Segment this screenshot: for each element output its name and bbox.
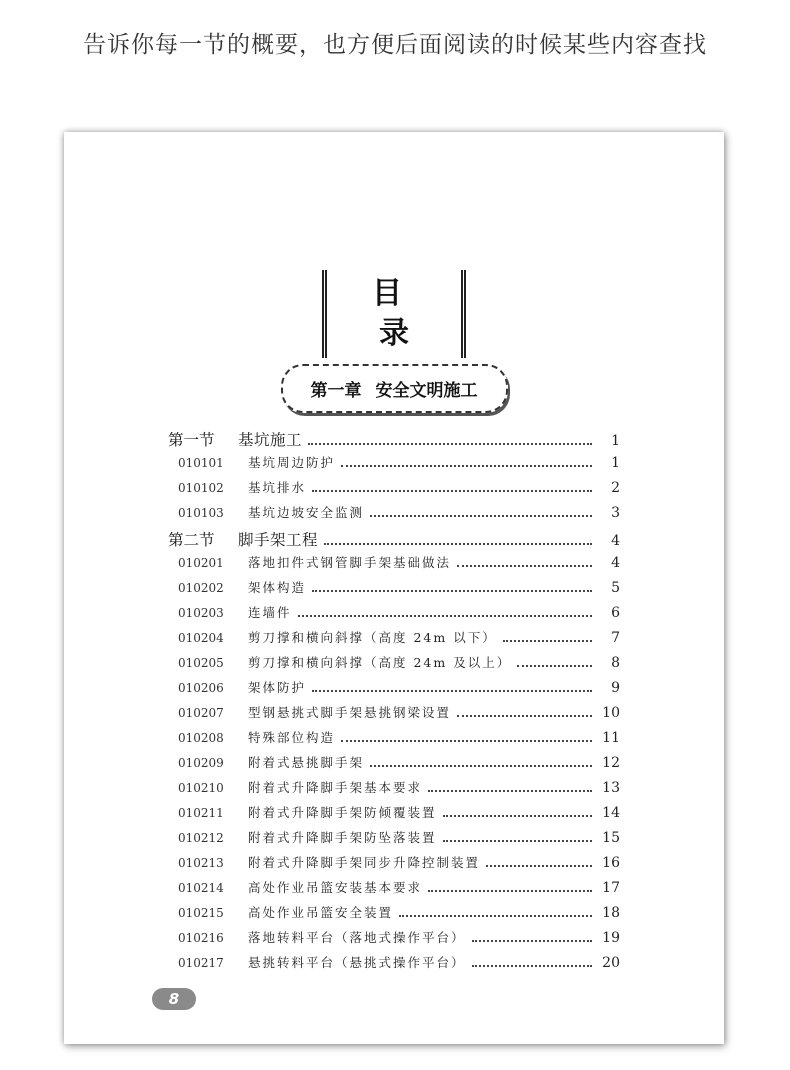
toc-entry-code: 010206 — [178, 681, 224, 695]
toc-leader-dots — [312, 489, 592, 492]
toc-entry-code: 010216 — [178, 931, 224, 945]
toc-entry-label: 剪刀撑和横向斜撑（高度 24m 以下） — [248, 630, 497, 645]
toc-entry-page: 12 — [602, 755, 620, 771]
toc-leader-dots — [457, 714, 592, 717]
toc-leader-dots — [370, 764, 592, 767]
toc-entry-label: 剪刀撑和横向斜撑（高度 24m 及以上） — [248, 655, 512, 670]
toc-leader-dots — [298, 614, 592, 617]
toc-entry-code: 010214 — [178, 881, 224, 895]
toc-leader-dots — [428, 889, 592, 892]
toc-entry-label: 高处作业吊篮安装基本要求 — [248, 880, 423, 895]
toc-entry-page: 8 — [611, 655, 620, 671]
toc-entry-code: 第一节 — [168, 431, 215, 449]
chapter-heading — [281, 364, 508, 413]
chapter-number: 第一章 — [310, 381, 362, 401]
toc-entry-code: 010204 — [178, 631, 224, 645]
chapter-heading-wrap — [64, 364, 724, 413]
toc-entry-page: 10 — [602, 705, 620, 721]
toc-item-row[interactable] — [168, 503, 620, 528]
toc-section-row[interactable] — [168, 528, 620, 553]
toc-leader-dots — [503, 639, 592, 642]
toc-entry-page: 19 — [602, 930, 620, 946]
toc-item-row[interactable] — [168, 628, 620, 653]
toc-leader-dots — [341, 739, 592, 742]
toc-entry-page: 5 — [611, 580, 620, 596]
toc-entry-label: 基坑施工 — [238, 431, 303, 449]
toc-item-row[interactable] — [168, 603, 620, 628]
toc-entry-page: 16 — [602, 855, 620, 871]
toc-leader-dots — [443, 839, 592, 842]
toc-entry-label: 架体构造 — [248, 580, 307, 595]
toc-entry-code: 010205 — [178, 656, 224, 670]
toc-entry-label: 脚手架工程 — [238, 531, 319, 549]
toc-item-row[interactable] — [168, 828, 620, 853]
toc-entry-code: 010202 — [178, 581, 224, 595]
toc-leader-dots — [324, 542, 592, 545]
toc-leader-dots — [472, 939, 592, 942]
toc-entry-page: 7 — [611, 630, 620, 646]
toc-leader-dots — [472, 964, 592, 967]
toc-leader-dots — [486, 864, 592, 867]
toc-entry-label: 附着式悬挑脚手架 — [248, 755, 365, 770]
toc-entry-label: 基坑排水 — [248, 480, 307, 495]
toc-entry-page: 13 — [602, 780, 620, 796]
toc-leader-dots — [312, 689, 592, 692]
toc-item-row[interactable] — [168, 853, 620, 878]
toc-item-row[interactable] — [168, 653, 620, 678]
toc-leader-dots — [428, 789, 592, 792]
toc-entry-label: 附着式升降脚手架基本要求 — [248, 780, 423, 795]
toc-leader-dots — [399, 914, 592, 917]
toc-item-row[interactable] — [168, 953, 620, 978]
toc-entry-label: 附着式升降脚手架防倾覆装置 — [248, 805, 437, 820]
toc-entry-page: 14 — [602, 805, 620, 821]
toc-item-row[interactable] — [168, 703, 620, 728]
toc-entry-page: 2 — [611, 480, 620, 496]
toc-title — [322, 270, 466, 358]
toc-entry-page: 1 — [611, 455, 620, 471]
toc-item-row[interactable] — [168, 903, 620, 928]
toc-entry-code: 010101 — [178, 456, 224, 470]
toc-item-row[interactable] — [168, 928, 620, 953]
toc-entry-code: 010211 — [178, 806, 224, 820]
toc-item-row[interactable] — [168, 753, 620, 778]
toc-leader-dots — [308, 442, 592, 445]
toc-list — [168, 428, 620, 978]
toc-entry-page: 9 — [611, 680, 620, 696]
toc-entry-label: 型钢悬挑式脚手架悬挑钢梁设置 — [248, 705, 452, 720]
toc-entry-page: 3 — [611, 505, 620, 521]
toc-entry-label: 附着式升降脚手架同步升降控制装置 — [248, 855, 481, 870]
toc-entry-code: 010209 — [178, 756, 224, 770]
toc-entry-label: 连墙件 — [248, 605, 292, 620]
toc-entry-label: 落地扣件式钢管脚手架基础做法 — [248, 555, 452, 570]
toc-entry-code: 010103 — [178, 506, 224, 520]
toc-entry-label: 落地转料平台（落地式操作平台） — [248, 930, 466, 945]
toc-entry-label: 基坑边坡安全监测 — [248, 505, 365, 520]
toc-item-row[interactable] — [168, 578, 620, 603]
toc-leader-dots — [517, 664, 592, 667]
toc-entry-code: 010210 — [178, 781, 224, 795]
toc-entry-code: 010215 — [178, 906, 224, 920]
toc-entry-page: 1 — [611, 433, 620, 449]
toc-entry-code: 010207 — [178, 706, 224, 720]
toc-entry-code: 010213 — [178, 856, 224, 870]
toc-entry-label: 架体防护 — [248, 680, 307, 695]
toc-item-row[interactable] — [168, 678, 620, 703]
toc-item-row[interactable] — [168, 553, 620, 578]
toc-entry-page: 4 — [611, 555, 620, 571]
book-page — [64, 132, 724, 1044]
toc-entry-code: 010208 — [178, 731, 224, 745]
toc-entry-label: 悬挑转料平台（悬挑式操作平台） — [248, 955, 466, 970]
page-caption: 告诉你每一节的概要，也方便后面阅读的时候某些内容查找 — [83, 32, 707, 58]
toc-item-row[interactable] — [168, 778, 620, 803]
toc-entry-page: 11 — [602, 730, 620, 746]
toc-entry-page: 6 — [611, 605, 620, 621]
toc-entry-label: 附着式升降脚手架防坠落装置 — [248, 830, 437, 845]
toc-item-row[interactable] — [168, 878, 620, 903]
toc-entry-code: 010203 — [178, 606, 224, 620]
toc-entry-code: 010212 — [178, 831, 224, 845]
toc-entry-label: 基坑周边防护 — [248, 455, 336, 470]
toc-entry-page: 20 — [602, 955, 620, 971]
toc-entry-label: 特殊部位构造 — [248, 730, 336, 745]
toc-entry-page: 17 — [602, 880, 620, 896]
toc-item-row[interactable] — [168, 728, 620, 753]
toc-entry-code: 010217 — [178, 956, 224, 970]
toc-title-wrap — [64, 270, 724, 358]
toc-entry-code: 第二节 — [168, 531, 215, 549]
toc-leader-dots — [443, 814, 592, 817]
page-number-badge: 8 — [152, 988, 196, 1010]
toc-leader-dots — [341, 464, 592, 467]
toc-section-row[interactable] — [168, 428, 620, 453]
toc-entry-label: 高处作业吊篮安全装置 — [248, 905, 394, 920]
toc-leader-dots — [312, 589, 592, 592]
chapter-name: 安全文明施工 — [375, 381, 478, 401]
toc-entry-code: 010201 — [178, 556, 224, 570]
toc-leader-dots — [457, 564, 592, 567]
toc-entry-page: 4 — [611, 533, 620, 549]
toc-item-row[interactable] — [168, 478, 620, 503]
toc-entry-code: 010102 — [178, 481, 224, 495]
toc-entry-page: 15 — [602, 830, 620, 846]
toc-entry-page: 18 — [602, 905, 620, 921]
toc-title-text: 目 录 — [371, 276, 423, 351]
toc-item-row[interactable] — [168, 453, 620, 478]
toc-leader-dots — [370, 514, 592, 517]
toc-item-row[interactable] — [168, 803, 620, 828]
